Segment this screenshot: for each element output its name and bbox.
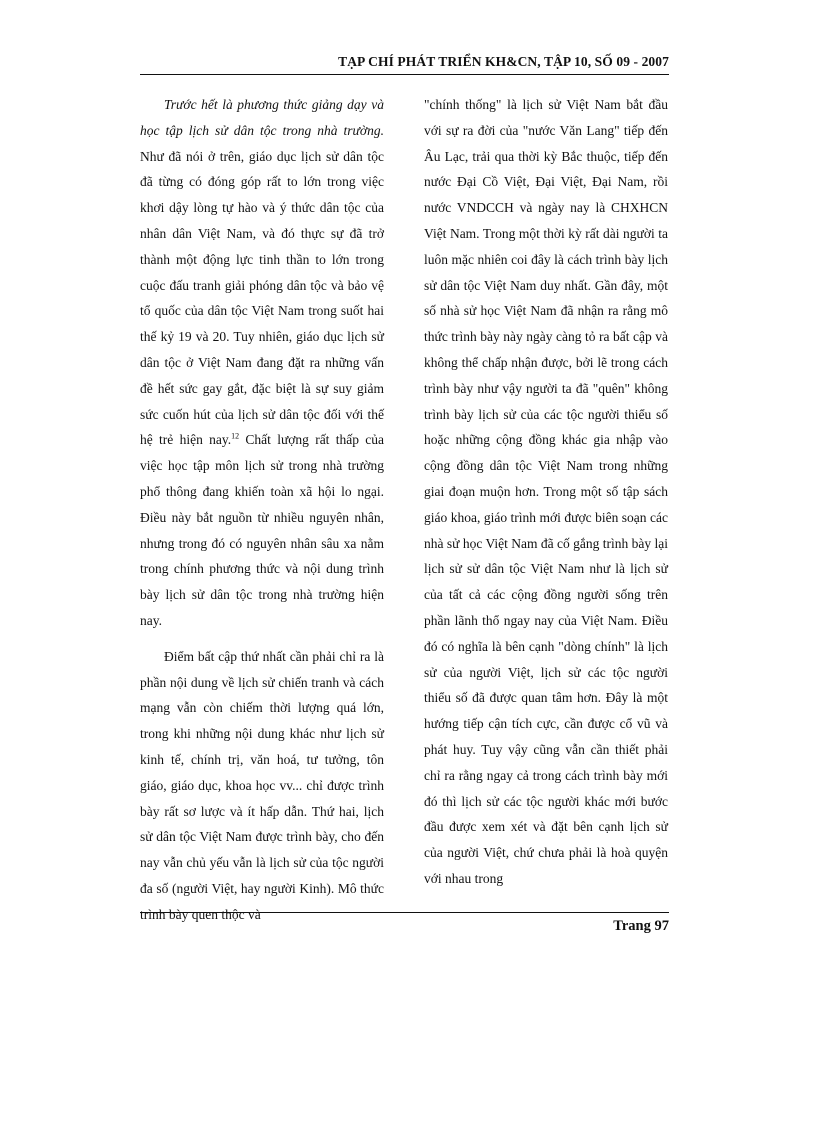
footer-rule (140, 912, 669, 913)
left-paragraph-2: Điểm bất cập thứ nhất cần phải chỉ ra là phần nội dung về lịch sử chiến tranh và cách mạng vẫn còn chiếm thời lượng quá lớn, trong khi những nội dung khác như lịch sử kinh tế, chính trị, văn hoá, tư tưởng, tôn giáo, giáo dục, khoa học vv... chỉ được trình bày rất sơ lược và ít hấp dẫn. Thứ hai, lịch sử dân tộc Việt Nam được trình bày, cho đến nay vẫn chủ yếu vẫn là lịch sử của tộc người đa số (người Việt, hay người Kinh). Mô thức trình bày quen thộc và (140, 648, 384, 922)
paragraph-tail: Chất lượng rất thấp của việc học tập môn lịch sử trong nhà trường phổ thông đang khiến toàn xã hội lo ngại. Điều này bắt nguồn từ nhiều nguyên nhân, nhưng trong đó có nguyên nhân sâu xa nằm trong chính phương thức và nội dung trình bày lịch sử dân tộc trong nhà trường hiện nay. (140, 432, 385, 628)
header-rule (140, 74, 669, 75)
right-paragraph-1: "chính thống" là lịch sử Việt Nam bắt đầu với sự ra đời của "nước Văn Lang" tiếp đến Âu Lạc, trải qua thời kỳ Bắc thuộc, tiếp đến nước Đại Cồ Việt, Đại Việt, Đại Nam, rồi nước VNDCCH và ngày nay là CHXHCN Việt Nam. Trong một thời kỳ rất dài người ta luôn mặc nhiên coi đây là cách trình bày lịch sử dân tộc Việt Nam duy nhất. Gần đây, một số nhà sử học Việt Nam đã nhận ra rằng mô thức trình bày này ngày càng tỏ ra bất cập và không thể chấp nhận được, bởi lẽ trong cách trình bày như vậy người ta đã "quên" không trình bày lịch sử của các tộc người thiểu số hoặc những cộng đồng khác gia nhập vào cộng đồng dân tộc Việt Nam trong những giai đoạn muộn hơn. Trong một số tập sách giáo khoa, giáo trình mới được biên soạn các nhà sử học Việt Nam đã cố gắng trình bày lại lịch sử sử dân tộc Việt Nam như là lịch sử của tất cả các cộng đồng người sống trên phần lãnh thổ ngay nay của Việt Nam. Điều đó có nghĩa là bên cạnh "dòng chính" là lịch sử của người Việt, lịch sử các tộc người thiểu số đã được quan tâm hơn. Đây là một hướng tiếp cận tích cực, cần được cổ vũ và phát huy. Tuy vậy cũng vẫn cần thiết phải chỉ ra rằng ngay cả trong cách trình bày mới đó thì lịch sử các tộc người khác mới bước đầu được xem xét và đặt bên cạnh lịch sử của người Việt, chứ chưa phải là hoà quyện với nhau trong (424, 97, 668, 886)
left-column (140, 92, 384, 928)
journal-header: TẠP CHÍ PHÁT TRIỂN KH&CN, TẬP 10, SỐ 09 - 2007 (338, 54, 669, 69)
paragraph-body: Như đã nói ở trên, giáo dục lịch sử dân tộc đã từng có đóng góp rất to lớn trong việc khơi dậy lòng tự hào và ý thức dân tộc của nhân dân Việt Nam, và đó thực sự đã trở thành một động lực tinh thần to lớn trong cuộc đấu tranh giải phóng dân tộc và bảo vệ tổ quốc của dân tộc Việt Nam trong suốt hai thế kỷ 19 và 20. Tuy nhiên, giáo dục lịch sử dân tộc ở Việt Nam đang đặt ra những vấn đề hết sức gay gắt, đặc biệt là sự suy giảm sức cuốn hút của lịch sử dân tộc đối với thế hệ trẻ hiện nay. (140, 148, 384, 448)
page-number: Trang 97 (613, 918, 669, 934)
right-column (424, 92, 668, 892)
footnote-ref[interactable]: 12 (231, 431, 240, 441)
lead-sentence: Trước hết là phương thức giảng dạy và học tập lịch sử dân tộc trong nhà trường. (140, 97, 384, 138)
left-paragraph-1 (140, 92, 384, 634)
